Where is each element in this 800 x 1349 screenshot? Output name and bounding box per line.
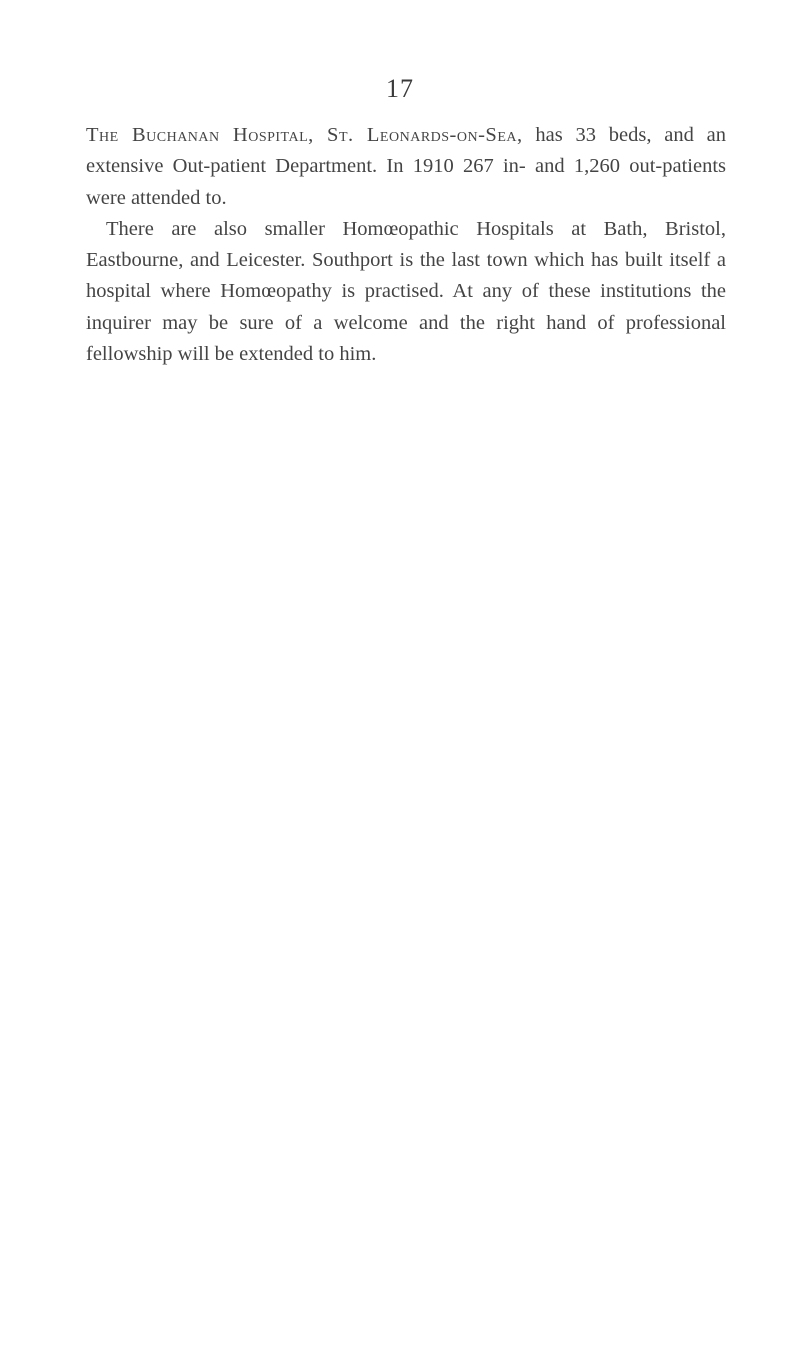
paragraph-1-text: has 33 beds, and an extensive Out-patient Department. In 1910 267 in- and 1,260 out-patients were attended to.	[86, 124, 726, 209]
paragraph-buchanan-hospital	[86, 120, 726, 214]
page-number: 17	[386, 74, 414, 103]
hospital-name-lead: The Buchanan Hospital, St. Leonards-on-Sea,	[86, 124, 523, 146]
paragraph-smaller-hospitals: There are also smaller Homœopathic Hospitals at Bath, Bristol, Eastbourne, and Leicester. Southport is the last town which has built itself a hospital where Homœopathy is practised. At any of these institutions the inquirer may be sure of a welcome and the right hand of professional fellowship will be extended to him.	[86, 217, 726, 366]
body-text	[86, 120, 726, 370]
